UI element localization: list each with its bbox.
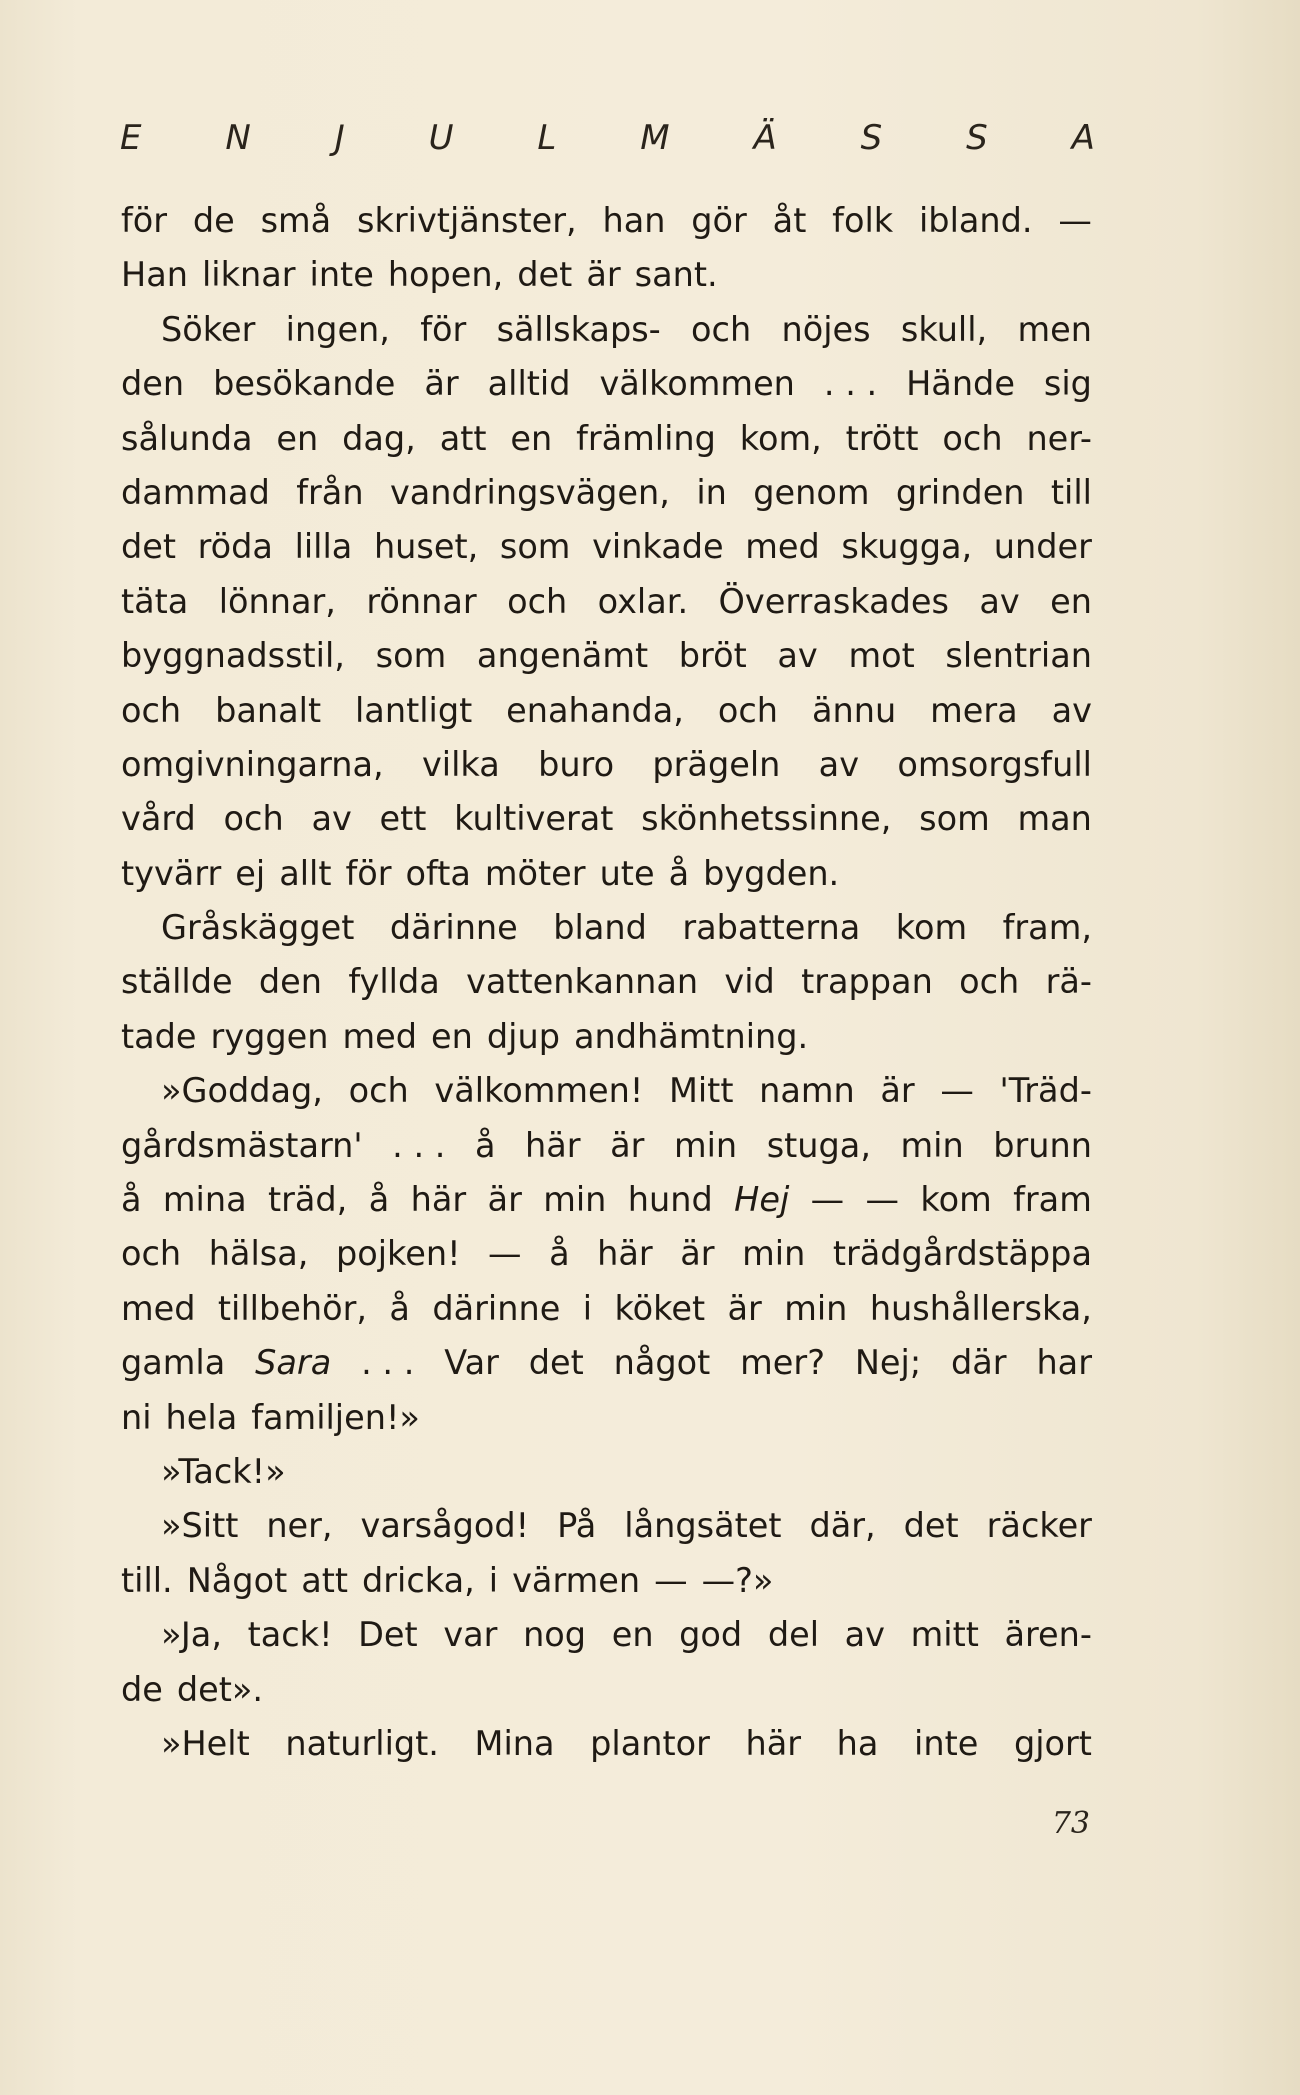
word: omgivningarna,: [121, 744, 384, 784]
text-line: [121, 1445, 1092, 1499]
word: min: [543, 1180, 607, 1220]
word: något: [613, 1343, 711, 1383]
word: kultiverat: [454, 799, 614, 839]
word: skull,: [900, 309, 988, 349]
word: till: [1050, 472, 1092, 512]
word: På: [557, 1506, 597, 1546]
word: inte: [914, 1723, 979, 1763]
word: för: [121, 201, 168, 240]
word: åt: [772, 201, 807, 240]
word: gör: [691, 201, 747, 240]
word: med: [342, 1016, 418, 1056]
word: till.: [121, 1560, 173, 1600]
word: ären-: [1004, 1615, 1092, 1655]
word: en: [1050, 581, 1092, 621]
word: del: [767, 1615, 820, 1655]
word: för: [420, 309, 467, 349]
word: är: [586, 255, 621, 295]
word: naturligt.: [285, 1723, 439, 1763]
word: ni: [121, 1397, 152, 1437]
word: hälsa,: [208, 1234, 309, 1274]
word: man: [1017, 799, 1092, 839]
word: lönnar,: [218, 581, 336, 621]
text-line: [121, 248, 1092, 302]
word: här: [525, 1125, 581, 1165]
word: ej: [235, 853, 266, 893]
word: som: [919, 799, 990, 839]
text-line: [121, 1227, 1092, 1281]
word: en: [611, 1615, 654, 1655]
text-line: [121, 1173, 1092, 1227]
word: värmen: [512, 1560, 641, 1600]
word: ute: [599, 853, 655, 893]
word: besökande: [213, 364, 396, 404]
word: bland: [553, 908, 647, 948]
word: Hände: [906, 364, 1015, 404]
word: gjort: [1013, 1723, 1092, 1763]
text-line: [121, 629, 1092, 683]
running-head-letter: S: [860, 118, 883, 158]
word: hushållerska,: [869, 1288, 1092, 1328]
word: god: [679, 1615, 743, 1655]
word: . . .: [392, 1125, 446, 1165]
text-line: [121, 1010, 1092, 1064]
word: och: [121, 690, 182, 730]
text-line: [121, 1499, 1092, 1553]
italic-word: Sara: [255, 1343, 332, 1383]
word: å: [474, 1125, 496, 1165]
word: ryggen: [210, 1016, 329, 1056]
word: alltid: [487, 364, 571, 404]
word: Överraskades: [718, 581, 949, 621]
word: av: [311, 799, 352, 839]
word: här: [410, 1180, 467, 1220]
word: en: [431, 1016, 473, 1056]
word: som: [375, 636, 447, 676]
word: kom: [920, 1180, 992, 1220]
word: byggnadsstil,: [121, 636, 345, 676]
text-line: [121, 194, 1092, 248]
text-line: [121, 684, 1092, 738]
word: därinne: [432, 1288, 561, 1328]
word: sant.: [634, 255, 718, 295]
word: det: [517, 255, 573, 295]
word: och: [691, 309, 752, 349]
word: av: [1051, 690, 1092, 730]
text-line: [121, 466, 1092, 520]
word: hela: [165, 1397, 238, 1437]
word: under: [993, 527, 1092, 567]
word: min: [742, 1234, 806, 1274]
word: av: [844, 1615, 885, 1655]
word: kom,: [739, 418, 822, 458]
word: andhämtning.: [573, 1016, 809, 1056]
word: är: [610, 1125, 645, 1165]
word: namn: [759, 1071, 855, 1111]
word: tade: [121, 1016, 197, 1056]
word: brunn: [993, 1125, 1092, 1165]
word: av: [818, 744, 860, 784]
word: Något: [186, 1560, 288, 1600]
word: gamla: [121, 1343, 226, 1383]
text-line: [121, 357, 1092, 411]
word: plantor: [590, 1723, 710, 1763]
word: och: [717, 690, 779, 730]
running-head-letter: A: [1071, 118, 1095, 158]
word: å: [668, 853, 690, 893]
word: . . .: [823, 364, 878, 404]
word: rönnar: [366, 581, 477, 621]
text-line: [121, 1282, 1092, 1336]
text-line: [121, 520, 1092, 574]
word: fyllda: [348, 962, 440, 1002]
word: »Ja,: [161, 1615, 222, 1655]
word: vid: [724, 962, 775, 1002]
word: ner-: [1026, 418, 1092, 458]
word: de: [121, 1669, 163, 1709]
word: med: [121, 1288, 196, 1328]
word: in: [696, 472, 727, 512]
word: var: [443, 1615, 498, 1655]
word: »Goddag,: [161, 1071, 323, 1111]
running-head-letter: S: [966, 118, 988, 158]
word: grinden: [895, 472, 1025, 512]
word: »Tack!»: [161, 1451, 286, 1491]
text-line: [121, 792, 1092, 846]
word: främling: [576, 418, 716, 458]
page-number: 73: [1051, 1806, 1090, 1841]
word: av: [777, 636, 818, 676]
word: bröt: [678, 636, 747, 676]
word: —: [810, 1180, 845, 1220]
word: det: [121, 527, 177, 567]
word: »Helt: [161, 1723, 250, 1763]
word: dag,: [342, 418, 416, 458]
word: nöjes: [781, 309, 871, 349]
word: dammad: [121, 472, 270, 512]
word: trappan: [801, 962, 933, 1002]
word: varsågod!: [360, 1506, 530, 1546]
word: å: [389, 1288, 410, 1328]
word: det: [528, 1343, 584, 1383]
body-text: [121, 194, 1092, 1771]
word: där,: [809, 1506, 876, 1546]
word: från: [296, 472, 364, 512]
word: skönhetssinne,: [641, 799, 892, 839]
word: räcker: [986, 1506, 1092, 1546]
word: rabatterna: [682, 908, 861, 948]
text-line: [121, 1608, 1092, 1662]
word: mina: [162, 1180, 247, 1220]
running-head-letter: U: [428, 118, 454, 158]
word: är: [727, 1288, 762, 1328]
word: vinkade: [592, 527, 724, 567]
word: är: [487, 1180, 522, 1220]
word: folk: [832, 201, 894, 240]
running-head-letter: Ä: [753, 118, 777, 158]
word: fram,: [1002, 908, 1092, 948]
italic-word: Hej: [734, 1180, 790, 1220]
word: med: [745, 527, 820, 567]
word: inte: [309, 255, 374, 295]
word: ännu: [811, 690, 897, 730]
word: för: [345, 853, 392, 893]
word: ingen,: [285, 309, 390, 349]
word: mer?: [740, 1343, 825, 1383]
word: långsätet: [624, 1506, 782, 1546]
word: Det: [358, 1615, 418, 1655]
text-line: [121, 1064, 1092, 1118]
text-line: [121, 1336, 1092, 1390]
word: skugga,: [841, 527, 973, 567]
word: vilka: [421, 744, 500, 784]
word: slentrian: [945, 636, 1092, 676]
text-line: [121, 901, 1092, 955]
word: vård: [121, 799, 196, 839]
word: min: [784, 1288, 848, 1328]
word: dricka,: [362, 1560, 475, 1600]
running-head-letter: N: [225, 118, 251, 158]
word: har: [1036, 1343, 1092, 1383]
word: att: [301, 1560, 349, 1600]
word: sålunda: [121, 418, 253, 458]
word: som: [499, 527, 571, 567]
word: tillbehör,: [217, 1288, 368, 1328]
word: rä-: [1045, 962, 1092, 1002]
word: välkommen: [599, 364, 795, 404]
word: nog: [523, 1615, 587, 1655]
word: pojken!: [335, 1234, 461, 1274]
word: tack!: [247, 1615, 333, 1655]
word: köket: [614, 1288, 706, 1328]
word: bygden.: [703, 853, 840, 893]
text-line: [121, 847, 1092, 901]
word: oxlar.: [597, 581, 689, 621]
word: prägeln: [652, 744, 781, 784]
word: ofta: [405, 853, 471, 893]
word: Han: [121, 255, 188, 295]
word: välkommen!: [434, 1071, 644, 1111]
text-line: [121, 1663, 1092, 1717]
word: därinne: [389, 908, 518, 948]
text-line: [121, 1119, 1092, 1173]
word: djup: [486, 1016, 560, 1056]
running-head: [120, 118, 1095, 158]
word: ställde: [121, 962, 233, 1002]
word: täta: [121, 581, 189, 621]
text-line: [121, 412, 1092, 466]
word: —: [488, 1234, 522, 1274]
word: trött: [845, 418, 919, 458]
word: är: [880, 1071, 915, 1111]
word: omsorgsfull: [897, 744, 1092, 784]
word: och: [942, 418, 1003, 458]
word: och: [959, 962, 1020, 1002]
word: här: [597, 1234, 653, 1274]
word: 'Träd-: [999, 1071, 1092, 1111]
word: —: [1058, 201, 1092, 240]
word: vattenkannan: [466, 962, 699, 1002]
word: mera: [930, 690, 1018, 730]
word: —: [865, 1180, 899, 1220]
word: en: [510, 418, 553, 458]
word: skrivtjänster,: [357, 201, 577, 240]
text-line: [121, 1554, 1092, 1608]
word: gårdsmästarn': [121, 1125, 363, 1165]
word: »Sitt: [161, 1506, 239, 1546]
word: sig: [1043, 364, 1092, 404]
word: och: [348, 1071, 409, 1111]
word: ha: [836, 1723, 879, 1763]
word: i: [488, 1560, 499, 1600]
word: en: [276, 418, 319, 458]
word: buro: [538, 744, 615, 784]
word: av: [979, 581, 1020, 621]
text-line: [121, 1391, 1092, 1445]
word: å: [121, 1180, 142, 1220]
word: ibland.: [919, 201, 1033, 240]
word: tyvärr: [121, 853, 222, 893]
word: och: [121, 1234, 182, 1274]
word: —: [940, 1071, 974, 1111]
word: Gråskägget: [161, 908, 355, 948]
word: i: [582, 1288, 593, 1328]
word: där: [950, 1343, 1007, 1383]
word: min: [673, 1125, 738, 1165]
word: att: [439, 418, 487, 458]
running-head-letter: L: [537, 118, 557, 158]
word: huset,: [373, 527, 479, 567]
word: är: [424, 364, 459, 404]
word: möter: [484, 853, 586, 893]
word: å: [549, 1234, 570, 1274]
text-line: [121, 738, 1092, 792]
word: kom: [895, 908, 968, 948]
word: genom: [753, 472, 870, 512]
word: det: [903, 1506, 959, 1546]
text-line: [121, 303, 1092, 357]
word: . . .: [361, 1343, 415, 1383]
word: stuga,: [766, 1125, 871, 1165]
word: trädgårdstäppa: [832, 1234, 1092, 1274]
word: små: [260, 201, 332, 240]
word: liknar: [201, 255, 296, 295]
word: familjen!»: [251, 1397, 420, 1437]
word: träd,: [267, 1180, 348, 1220]
word: å: [368, 1180, 390, 1220]
word: min: [900, 1125, 964, 1165]
word: det».: [176, 1669, 264, 1709]
word: mot: [848, 636, 915, 676]
word: men: [1017, 309, 1092, 349]
text-line: [121, 575, 1092, 629]
word: lantligt: [355, 690, 473, 730]
word: Nej;: [854, 1343, 922, 1383]
word: och: [507, 581, 568, 621]
running-head-letter: E: [120, 118, 142, 158]
running-head-letter: J: [334, 118, 345, 158]
word: allt: [279, 853, 332, 893]
word: ett: [379, 799, 427, 839]
text-line: [121, 1717, 1092, 1771]
word: röda: [197, 527, 273, 567]
word: Mitt: [668, 1071, 734, 1111]
word: banalt: [215, 690, 322, 730]
word: är: [680, 1234, 715, 1274]
word: han: [602, 201, 666, 240]
word: enahanda,: [506, 690, 684, 730]
word: den: [121, 364, 185, 404]
word: lilla: [294, 527, 353, 567]
text-line: [121, 955, 1092, 1009]
word: mitt: [910, 1615, 979, 1655]
word: Mina: [474, 1723, 555, 1763]
word: Var: [444, 1343, 499, 1383]
word: vandringsvägen,: [389, 472, 670, 512]
word: —: [654, 1560, 688, 1600]
word: fram: [1013, 1180, 1092, 1220]
word: hopen,: [387, 255, 504, 295]
word: Söker: [161, 309, 256, 349]
word: de: [192, 201, 235, 240]
word: —?»: [701, 1560, 774, 1600]
word: angenämt: [476, 636, 649, 676]
word: ner,: [266, 1506, 333, 1546]
word: hund: [627, 1180, 713, 1220]
word: och: [223, 799, 284, 839]
word: här: [745, 1723, 802, 1763]
word: den: [258, 962, 323, 1002]
word: sällskaps-: [496, 309, 661, 349]
running-head-letter: M: [640, 118, 670, 158]
